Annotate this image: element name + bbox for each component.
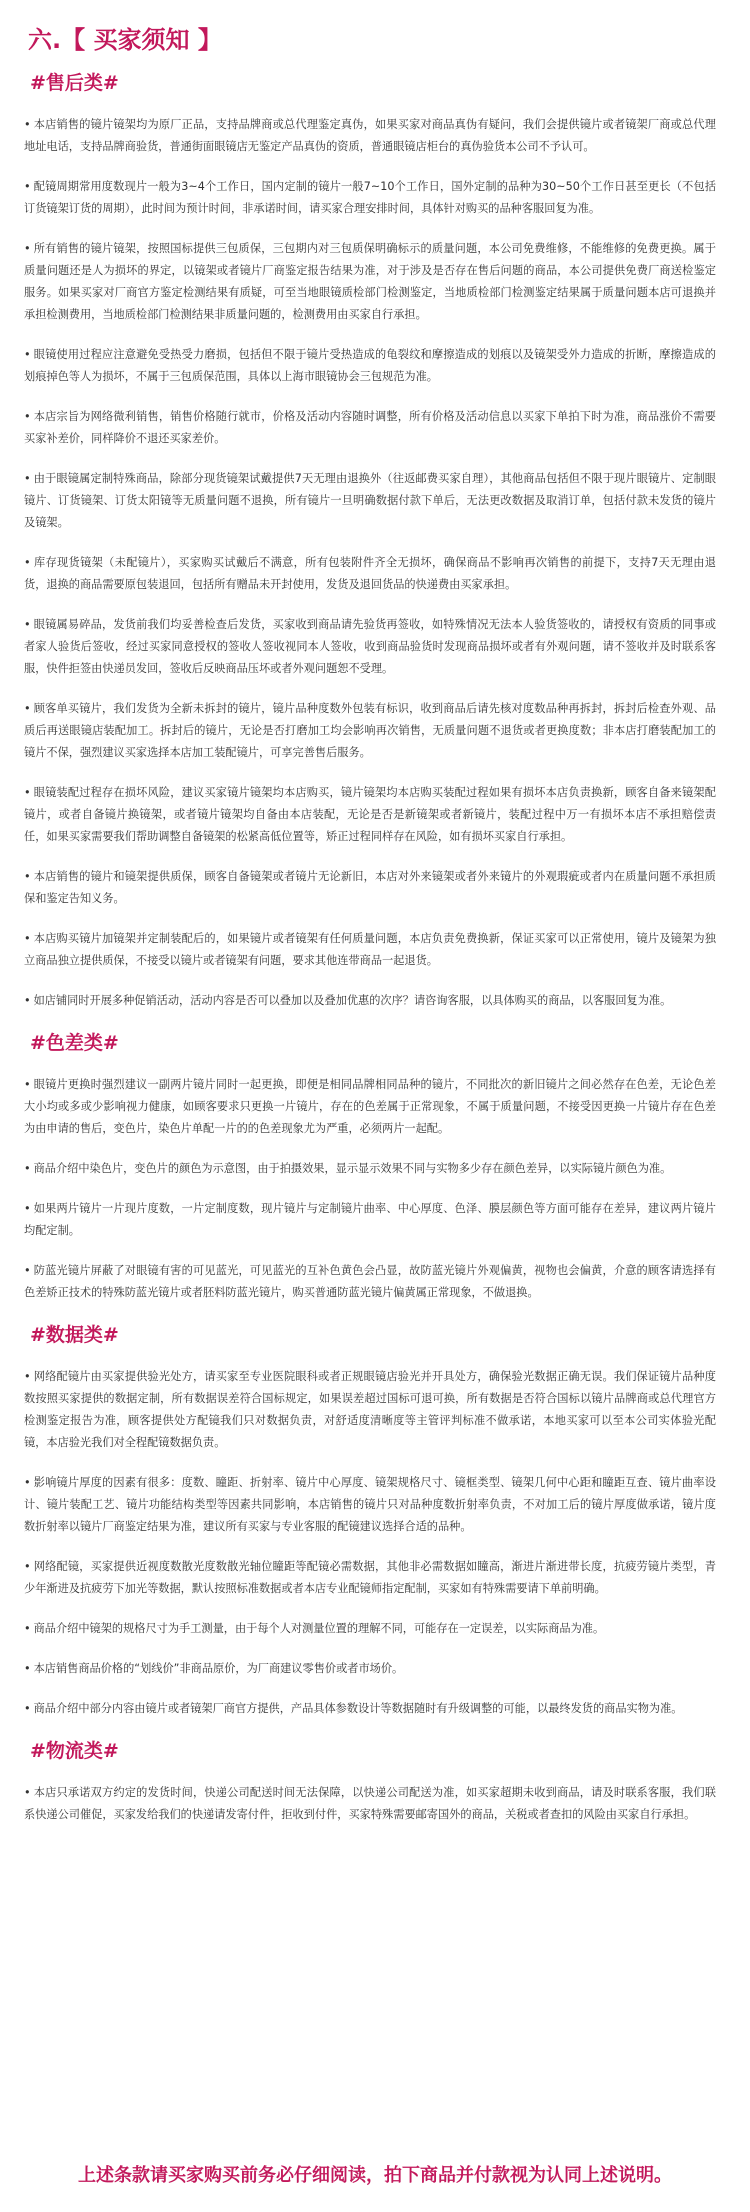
paragraph-text: 本店只承诺双方约定的发货时间，快递公司配送时间无法保障，以快递公司配送为准，如买家超期未收到商品，请及时联系客服，我们联系快递公司催促，买家发给我们的快递请发寄付件，拒收到付件，买家特殊需要邮寄国外的商品，关税或者查扣的风险由买家自行承担。 bbox=[24, 1786, 716, 1821]
paragraph-text: 配镜周期常用度数现片一般为3~4个工作日，国内定制的镜片一般7~10个工作日，国外定制的品种为30~50个工作日甚至更长（不包括订货镜架订货的周期），此时间为预计时间，非承诺时间，请买家合理安排时间，具体针对购买的品种客服回复为准。 bbox=[24, 180, 716, 215]
notice-paragraph bbox=[24, 1618, 716, 1640]
bullet-dot-icon: • bbox=[24, 1370, 31, 1383]
notice-paragraph bbox=[24, 1556, 716, 1600]
bullet-dot-icon: • bbox=[24, 1702, 31, 1715]
notice-paragraph bbox=[24, 614, 716, 680]
paragraph-text: 网络配镜片由买家提供验光处方，请买家至专业医院眼科或者正规眼镜店验光并开具处方，确保验光数据正确无误。我们保证镜片品种度数按照买家提供的数据定制，所有数据误差符合国标规定，如果误差超过国标可退可换，所有数据是否符合国标以镜片品牌商或总代理官方检测鉴定报告为准，顾客提供处方配镜我们只对数据负责，对舒适度清晰度等主管评判标准不做承诺，本地买家可以至本公司实体验光配镜，本店验光我们对全程配镜数据负责。 bbox=[24, 1370, 716, 1449]
notice-paragraph bbox=[24, 344, 716, 388]
bullet-dot-icon: • bbox=[24, 1202, 31, 1215]
notice-paragraph bbox=[24, 1366, 716, 1454]
paragraph-text: 眼镜属易碎品，发货前我们均妥善检查后发货，买家收到商品请先验货再签收，如特殊情况无法本人验货签收的，请授权有资质的同事或者家人验货后签收，经过买家同意授权的签收人签收视同本人签收，收到商品验货时发现商品损坏或者有外观问题，请不签收并及时联系客服，快件拒签由快递员发回，签收后反映商品压坏或者外观问题恕不受理。 bbox=[24, 618, 716, 675]
paragraph-text: 商品介绍中部分内容由镜片或者镜架厂商官方提供，产品具体参数设计等数据随时有升级调整的可能，以最终发货的商品实物为准。 bbox=[33, 1702, 683, 1715]
paragraph-text: 顾客单买镜片，我们发货为全新未拆封的镜片，镜片品种度数外包装有标识，收到商品后请先核对度数品种再拆封，拆封后检查外观、品质后再送眼镜店装配加工。拆封后的镜片，无论是否打磨加工均会影响再次销售，无质量问题不退货或者更换度数；非本店打磨装配加工的镜片不保，强烈建议买家选择本店加工装配镜片，可享完善售后服务。 bbox=[24, 702, 716, 759]
section-heading: #物流类# bbox=[30, 1740, 119, 1762]
section-heading: #售后类# bbox=[30, 72, 119, 94]
notice-paragraph bbox=[24, 238, 716, 326]
sections-container bbox=[20, 70, 730, 1826]
bullet-dot-icon: • bbox=[24, 994, 31, 1007]
paragraph-text: 库存现货镜架（未配镜片），买家购买试戴后不满意，所有包装附件齐全无损坏，确保商品不影响再次销售的前提下，支持7天无理由退货，退换的商品需要原包装退回，包括所有赠品未开封使用，发货及退回货品的快递费由买家承担。 bbox=[24, 556, 716, 591]
paragraph-text: 本店销售的镜片和镜架提供质保，顾客自备镜架或者镜片无论新旧，本店对外来镜架或者外来镜片的外观瑕疵或者内在质量问题不承担质保和鉴定告知义务。 bbox=[24, 870, 716, 905]
section-heading: #色差类# bbox=[30, 1032, 119, 1054]
bullet-dot-icon: • bbox=[24, 118, 31, 131]
paragraph-text: 如果两片镜片一片现片度数，一片定制度数，现片镜片与定制镜片曲率、中心厚度、色泽、膜层颜色等方面可能存在差异，建议两片镜片均配定制。 bbox=[24, 1202, 716, 1237]
notice-paragraph bbox=[24, 698, 716, 764]
bullet-dot-icon: • bbox=[24, 1078, 31, 1091]
paragraph-text: 本店销售商品价格的“划线价”非商品原价，为厂商建议零售价或者市场价。 bbox=[33, 1662, 404, 1675]
notice-paragraph bbox=[24, 468, 716, 534]
paragraph-text: 影响镜片厚度的因素有很多：度数、瞳距、折射率、镜片中心厚度、镜架规格尺寸、镜框类型、镜架几何中心距和瞳距互查、镜片曲率设计、镜片装配工艺、镜片功能结构类型等因素共同影响，本店销售的镜片只对品种度数折射率负责，不对加工后的镜片厚度做承诺，镜片度数折射率以镜片厂商鉴定结果为准，建议所有买家与专业客服的配镜建议选择合适的品种。 bbox=[24, 1476, 716, 1533]
notice-paragraph bbox=[24, 782, 716, 848]
notice-paragraph bbox=[24, 406, 716, 450]
notice-paragraph bbox=[24, 1472, 716, 1538]
paragraph-text: 商品介绍中染色片，变色片的颜色为示意图，由于拍摄效果，显示显示效果不同与实物多少存在颜色差异，以实际镜片颜色为准。 bbox=[33, 1162, 672, 1175]
bullet-dot-icon: • bbox=[24, 1662, 31, 1675]
paragraph-text: 眼镜使用过程应注意避免受热受力磨损，包括但不限于镜片受热造成的龟裂纹和摩擦造成的划痕以及镜架受外力造成的折断，摩擦造成的划痕掉色等人为损坏，不属于三包质保范围，具体以上海市眼镜协会三包规范为准。 bbox=[24, 348, 716, 383]
bullet-dot-icon: • bbox=[24, 242, 31, 255]
bullet-dot-icon: • bbox=[24, 556, 31, 569]
notice-paragraph bbox=[24, 1260, 716, 1304]
paragraph-text: 眼镜装配过程存在损坏风险，建议买家镜片镜架均本店购买，镜片镜架均本店购买装配过程如果有损坏本店负责换新，顾客自备来镜架配镜片，或者自备镜片换镜架，或者镜片镜架均自备由本店装配，无论是否是新镜架或者新镜片，装配过程中万一有损坏本店不承担赔偿责任，如果买家需要我们帮助调整自备镜架的松紧高低位置等，矫正过程同样存在风险，如有损坏买家自行承担。 bbox=[24, 786, 716, 843]
bullet-dot-icon: • bbox=[24, 348, 31, 361]
bullet-dot-icon: • bbox=[24, 1622, 31, 1635]
notice-paragraph bbox=[24, 552, 716, 596]
bullet-dot-icon: • bbox=[24, 410, 31, 423]
bullet-dot-icon: • bbox=[24, 180, 31, 193]
notice-paragraph bbox=[24, 1074, 716, 1140]
bullet-dot-icon: • bbox=[24, 1786, 31, 1799]
notice-paragraph bbox=[24, 928, 716, 972]
bullet-dot-icon: • bbox=[24, 702, 31, 715]
notice-paragraph bbox=[24, 1782, 716, 1826]
paragraph-text: 如店铺同时开展多种促销活动，活动内容是否可以叠加以及叠加优惠的次序？请咨询客服，以具体购买的商品，以客服回复为准。 bbox=[33, 994, 672, 1007]
paragraph-text: 所有销售的镜片镜架，按照国标提供三包质保，三包期内对三包质保明确标示的质量问题，本公司免费维修，不能维修的免费更换。属于质量问题还是人为损坏的界定，以镜架或者镜片厂商鉴定报告结果为准，对于涉及是否存在售后问题的商品，本公司提供免费厂商送检鉴定服务。如果买家对厂商官方鉴定检测结果有质疑，可至当地眼镜质检部门检测鉴定，当地质检部门检测鉴定结果属于质量问题本店可退换并承担检测费用，当地质检部门检测结果非质量问题的，检测费用由买家自行承担。 bbox=[24, 242, 716, 321]
notice-paragraph bbox=[24, 176, 716, 220]
paragraph-text: 由于眼镜属定制特殊商品，除部分现货镜架试戴提供7天无理由退换外（往返邮费买家自理），其他商品包括但不限于现片眼镜片、定制眼镜片、订货镜架、订货太阳镜等无质量问题不退换，所有镜片一旦明确数据付款下单后，无法更改数据及取消订单，包括付款未发货的镜片及镜架。 bbox=[24, 472, 716, 529]
notice-paragraph bbox=[24, 114, 716, 158]
bullet-dot-icon: • bbox=[24, 618, 31, 631]
notice-paragraph bbox=[24, 1698, 716, 1720]
notice-paragraph bbox=[24, 1158, 716, 1180]
paragraph-text: 眼镜片更换时强烈建议一副两片镜片同时一起更换，即便是相同品牌相同品种的镜片，不同批次的新旧镜片之间必然存在色差，无论色差大小均或多或少影响视力健康，如顾客要求只更换一片镜片，存在的色差属于正常现象，不属于质量问题，不接受因更换一片镜片存在色差为由申请的售后，变色片，染色片单配一片的的色差现象尤为严重，必须两片一起配。 bbox=[24, 1078, 716, 1135]
section-heading: #数据类# bbox=[30, 1324, 119, 1346]
bullet-dot-icon: • bbox=[24, 932, 31, 945]
bullet-dot-icon: • bbox=[24, 1560, 31, 1573]
bullet-dot-icon: • bbox=[24, 786, 31, 799]
paragraph-text: 网络配镜，买家提供近视度数散光度数散光轴位瞳距等配镜必需数据，其他非必需数据如瞳高，渐进片渐进带长度，抗疲劳镜片类型，青少年渐进及抗疲劳下加光等数据，默认按照标准数据或者本店专业配镜师指定配制，买家如有特殊需要请下单前明确。 bbox=[24, 1560, 716, 1595]
paragraph-text: 防蓝光镜片屏蔽了对眼镜有害的可见蓝光，可见蓝光的互补色黄色会凸显，故防蓝光镜片外观偏黄，视物也会偏黄，介意的顾客请选择有色差矫正技术的特殊防蓝光镜片或者胚料防蓝光镜片，购买普通防蓝光镜片偏黄属正常现象，不做退换。 bbox=[24, 1264, 716, 1299]
bullet-dot-icon: • bbox=[24, 1264, 31, 1277]
paragraph-text: 商品介绍中镜架的规格尺寸为手工测量，由于每个人对测量位置的理解不同，可能存在一定误差，以实际商品为准。 bbox=[33, 1622, 605, 1635]
notice-paragraph bbox=[24, 1198, 716, 1242]
notice-paragraph bbox=[24, 1658, 716, 1680]
bullet-dot-icon: • bbox=[24, 870, 31, 883]
footer-notice: 上述条款请买家购买前务必仔细阅读，拍下商品并付款视为认同上述说明。 bbox=[78, 2165, 672, 2186]
bullet-dot-icon: • bbox=[24, 1476, 31, 1489]
bullet-dot-icon: • bbox=[24, 1162, 31, 1175]
paragraph-text: 本店宗旨为网络微利销售，销售价格随行就市，价格及活动内容随时调整，所有价格及活动信息以买家下单拍下时为准，商品涨价不需要买家补差价，同样降价不退还买家差价。 bbox=[24, 410, 716, 445]
notice-paragraph bbox=[24, 866, 716, 910]
paragraph-text: 本店销售的镜片镜架均为原厂正品，支持品牌商或总代理鉴定真伪，如果买家对商品真伪有疑问，我们会提供镜片或者镜架厂商或总代理地址电话，支持品牌商验货，普通街面眼镜店无鉴定产品真伪的资质，普通眼镜店柜台的真伪验货本公司不予认可。 bbox=[24, 118, 716, 153]
paragraph-text: 本店购买镜片加镜架并定制装配后的，如果镜片或者镜架有任何质量问题，本店负责免费换新，保证买家可以正常使用，镜片及镜架为独立商品独立提供质保，不接受以镜片或者镜架有问题，要求其他连带商品一起退货。 bbox=[24, 932, 716, 967]
notice-paragraph bbox=[24, 990, 716, 1012]
bullet-dot-icon: • bbox=[24, 472, 31, 485]
page-title: 六.【 买家须知 】 bbox=[28, 26, 222, 54]
